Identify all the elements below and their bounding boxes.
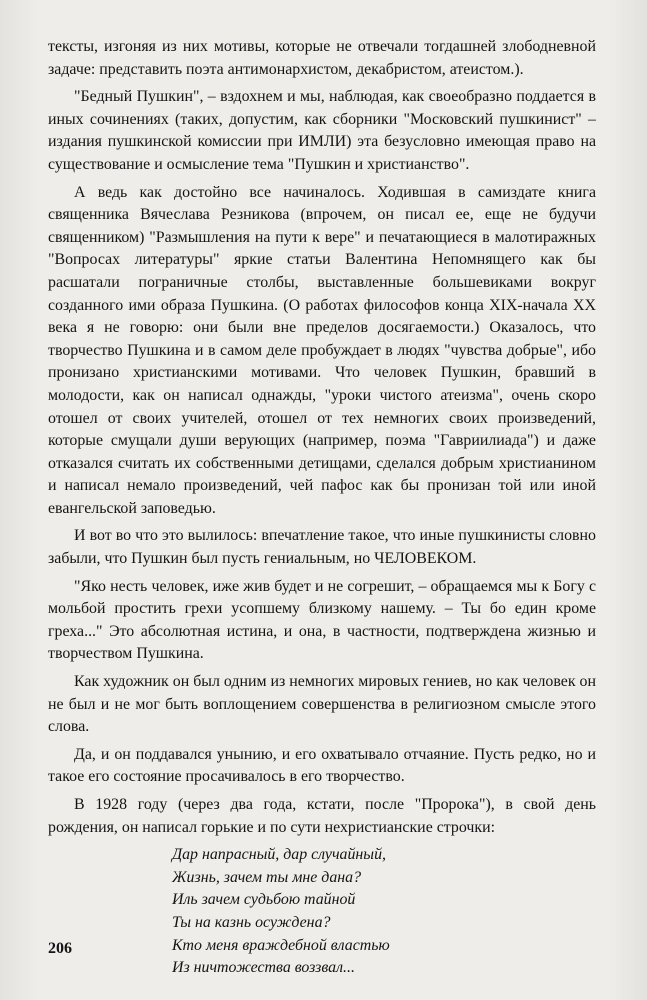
poem-line: Дар напрасный, дар случайный, [172, 846, 386, 864]
poem-line: Иль зачем судьбою тайной [172, 891, 356, 909]
page-number: 206 [48, 940, 72, 957]
paragraph-bednyi-pushkin: "Бедный Пушкин", – вздохнем и мы, наблюдая, как своеобразно поддается в иных сочинениях (таких, допустим, как сборники "Московский пушкинист" – издания пушкинской комиссии при ИМЛИ) эта безусловно имеющая право на существование и осмысление тема "Пушкин и христианство". [48, 88, 596, 173]
poem-line: Из ничтожества воззвал... [172, 959, 355, 977]
poem-quote [172, 844, 596, 980]
paragraph-chelovekom: И вот во что это вылилось: впечатление такое, что иные пушкинисты словно забыли, что Пушкин был пусть гениальным, но ЧЕЛОВЕКОМ. [48, 527, 596, 568]
body-text [48, 36, 596, 980]
paragraph-1928: В 1928 году (через два года, кстати, после "Пророка"), в свой день рождения, он написал горькие и по сути нехристианские строчки: [48, 796, 596, 836]
poem-line: Ты на казнь осуждена? [172, 913, 331, 931]
paragraph-unynie: Да, и он поддавался унынию, и его охватывало отчаяние. Пусть редко, но и такое его состояние просачивалось в его творчество. [48, 745, 596, 786]
paragraph-continuation: тексты, изгоняя из них мотивы, которые не отвечали тогдашней злободневной задаче: представить поэта антимонархистом, декабристом, атеистом.). [48, 38, 596, 78]
poem-line: Кто меня враждебной властью [172, 936, 390, 954]
paragraph-prayer: "Яко несть человек, иже жив будет и не согрешит, – обращаемся мы к Богу с мольбой простить грехи усопшему близкому нашему. – Ты бо един кроме греха..." Это абсолютная истина, и она, в частности, подтверждена жизнью и творчеством Пушкина. [48, 577, 596, 663]
poem-line: Жизнь, зачем ты мне дана? [172, 868, 362, 886]
paragraph-nachalos: А ведь как достойно все начиналось. Ходившая в самиздате книга священника Вячеслава Резникова (впрочем, он писал ее, еще не будучи священником) "Размышления на пути к вере" и печатающиеся в малотиражных "Вопросах литературы" яркие статьи Валентина Непомнящего как бы расшатали пограничные столбы, выставленные большевиками вокруг созданного ими образа Пушкина. (О работах философов конца XIX-начала XX века я не говорю: они были вне пределов досягаемости.) Оказалось, что творчество Пушкина и в самом деле пробуждает в людях "чувства добрые", ибо пронизано христианскими мотивами. Что человек Пушкин, бравший в молодости, как он написал однажды, "уроки чистого атеизма", очень скоро отошел от своих учителей, отошел от тех немногих своих произведений, которые смущали души верующих (например, поэма "Гавриилиада") и даже отказался считать их собственными детищами, сделался добрым христианином и написал немало произведений, чей пафос как бы пронизан той или иной евангельской заповедью. [48, 183, 596, 517]
paragraph-khudozhnik: Как художник он был одним из немногих мировых гениев, но как человек он не был и не мог быть воплощением совершенства в религиозном смысле этого слова. [48, 673, 596, 736]
